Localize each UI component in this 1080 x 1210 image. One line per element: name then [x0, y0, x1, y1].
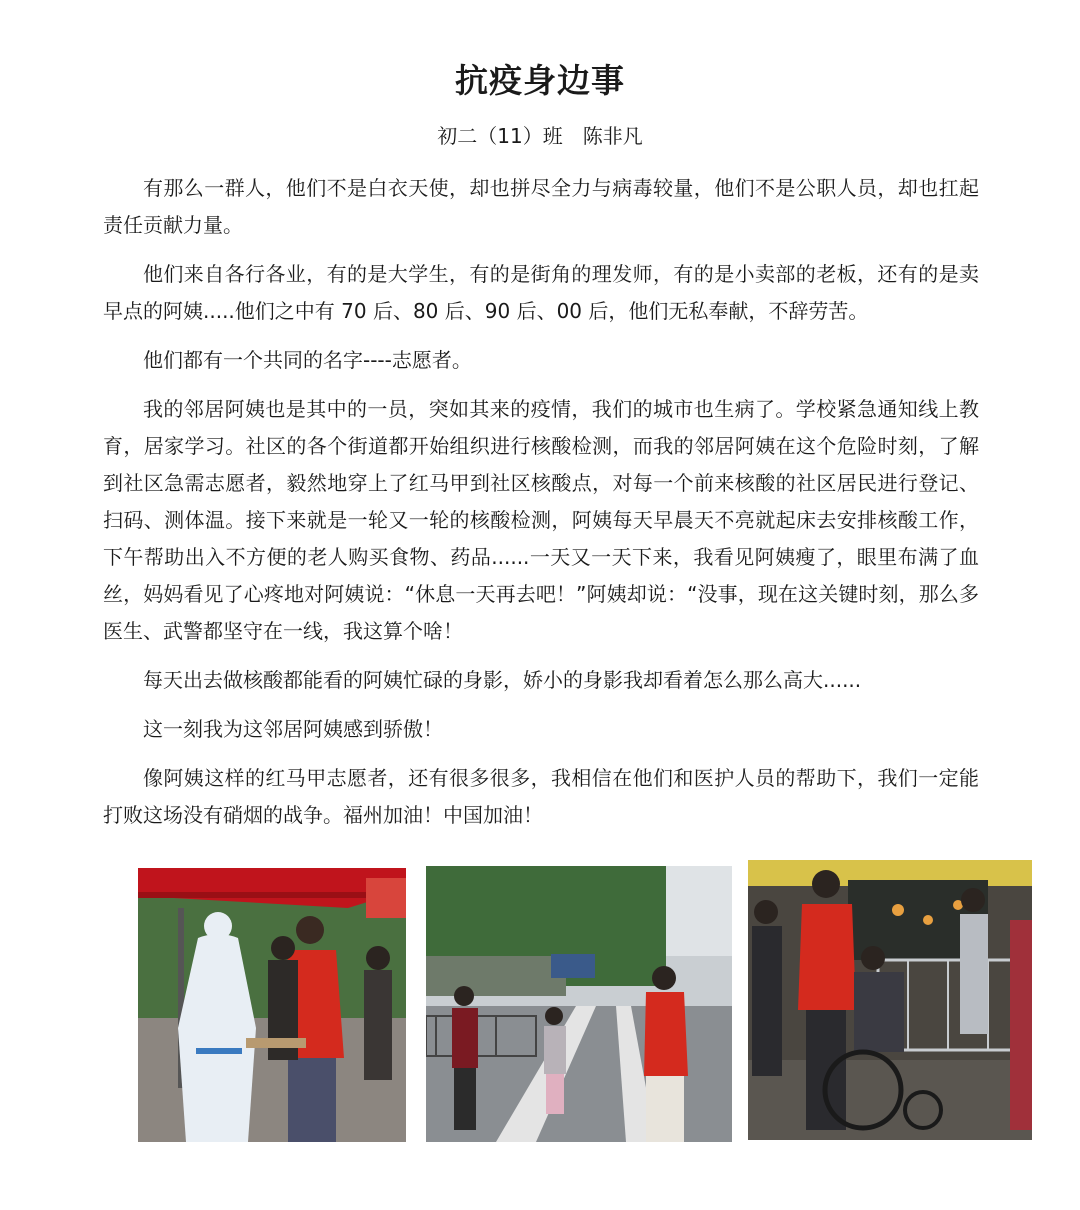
photo-testing-site — [138, 868, 406, 1142]
photo-wheelchair-assist — [748, 860, 1032, 1140]
paragraph: 我的邻居阿姨也是其中的一员，突如其来的疫情，我们的城市也生病了。学校紧急通知线上教育，居家学习。社区的各个街道都开始组织进行核酸检测，而我的邻居阿姨在这个危险时刻，了解到社区急需志愿者，毅然地穿上了红马甲到社区核酸点，对每一个前来核酸的社区居民进行登记、扫码、测体温。接下来就是一轮又一轮的核酸检测，阿姨每天早晨天不亮就起床去安排核酸工作，下午帮助出入不方便的老人购买食物、药品......一天又一天下来，我看见阿姨瘦了，眼里布满了血丝，妈妈看见了心疼地对阿姨说：“休息一天再去吧！”阿姨却说：“没事，现在这关键时刻，那么多医生、武警都坚守在一线，我这算个啥！ — [103, 397, 979, 643]
author-byline: 初二（11）班 陈非凡 — [437, 124, 643, 148]
paragraph: 有那么一群人，他们不是白衣天使，却也拼尽全力与病毒较量，他们不是公职人员，却也扛起责任贡献力量。 — [103, 176, 979, 237]
photo-strip — [0, 860, 1080, 1150]
article-body — [103, 170, 979, 846]
paragraph: 这一刻我为这邻居阿姨感到骄傲！ — [143, 717, 443, 741]
document-title: 抗疫身边事 — [455, 61, 625, 100]
photo-street-volunteer — [426, 866, 732, 1142]
paragraph: 每天出去做核酸都能看的阿姨忙碌的身影，娇小的身影我却看着怎么那么高大...... — [143, 668, 862, 692]
paragraph: 他们都有一个共同的名字----志愿者。 — [143, 348, 472, 372]
paragraph: 他们来自各行各业，有的是大学生，有的是街角的理发师，有的是小卖部的老板，还有的是卖早点的阿姨.....他们之中有 70 后、80 后、90 后、00 后，他们无私奉献，不辞劳苦。 — [103, 262, 979, 323]
paragraph: 像阿姨这样的红马甲志愿者，还有很多很多，我相信在他们和医护人员的帮助下，我们一定能打败这场没有硝烟的战争。福州加油！中国加油！ — [103, 766, 979, 827]
